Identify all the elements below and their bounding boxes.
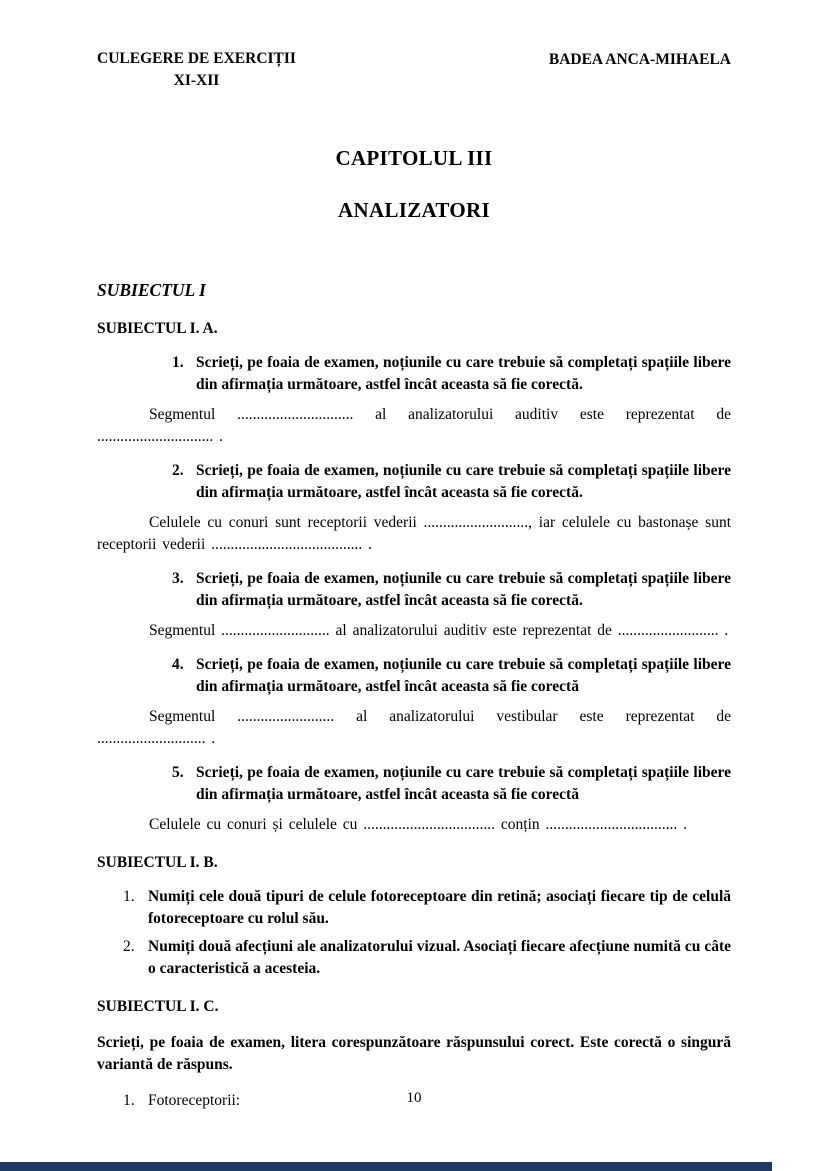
fill-in-sentence-4: Segmentul ......................... al analizatorului vestibular este reprezentat de ............................ . xyxy=(97,708,731,748)
item-instruction: Scrieți, pe foaia de examen, noțiunile cu care trebuie să completați spațiile libere din afirmația următoare, astfel încât aceasta să fie corectă xyxy=(196,764,731,804)
b-item-2 xyxy=(123,936,731,980)
fill-in-sentence-3: Segmentul ............................ al analizatorului auditiv este reprezentat de .......................... . xyxy=(149,622,729,640)
header-left xyxy=(97,48,296,92)
exercise-item-2 xyxy=(172,460,731,504)
item-instruction: Scrieți, pe foaia de examen, noțiunile cu care trebuie să completați spațiile libere din afirmația următoare, astfel încât aceasta să fie corectă xyxy=(196,656,731,696)
item-instruction: Scrieți, pe foaia de examen, noțiunile cu care trebuie să completați spațiile libere din afirmația următoare, astfel încât aceasta să fie corectă. xyxy=(196,462,731,502)
item-number: 5. xyxy=(172,764,184,782)
header-left-line2: XI-XII xyxy=(173,72,220,89)
b-item-1 xyxy=(123,886,731,930)
page-number: 10 xyxy=(406,1089,422,1106)
subiectul-c-intro: Scrieți, pe foaia de examen, litera corespunzătoare răspunsului corect. Este corectă o singură variantă de răspuns. xyxy=(97,1034,731,1074)
item-number: 1. xyxy=(123,1092,135,1110)
item-instruction: Scrieți, pe foaia de examen, noțiunile cu care trebuie să completați spațiile libere din afirmația următoare, astfel încât aceasta să fie corectă. xyxy=(196,570,731,610)
item-number: 1. xyxy=(123,888,135,906)
item-number: 2. xyxy=(123,938,135,956)
fill-in-sentence-5: Celulele cu conuri și celulele cu .................................. conțin .................................. . xyxy=(149,816,688,834)
item-number: 3. xyxy=(172,570,184,588)
item-number: 4. xyxy=(172,656,184,674)
heading-subiectul-i-a: SUBIECTUL I. A. xyxy=(97,320,218,338)
item-number: 2. xyxy=(172,462,184,480)
item-text: Numiți două afecțiuni ale analizatorului vizual. Asociați fiecare afecțiune numită cu câte o caracteristică a acesteia. xyxy=(148,938,731,978)
chapter-title: CAPITOLUL III xyxy=(335,146,493,170)
header-left-line1: CULEGERE DE EXERCIȚII xyxy=(97,50,296,67)
page-header xyxy=(97,48,731,92)
exercise-item-4 xyxy=(172,654,731,698)
subiectul-b-list xyxy=(97,886,731,980)
heading-subiectul-i-b: SUBIECTUL I. B. xyxy=(97,854,218,872)
item-text: Fotoreceptorii: xyxy=(148,1092,241,1110)
chapter-subtitle: ANALIZATORI xyxy=(338,197,490,222)
heading-subiectul-i-c: SUBIECTUL I. C. xyxy=(97,998,219,1016)
heading-subiectul-i: SUBIECTUL I xyxy=(97,279,206,300)
bottom-bar xyxy=(0,1162,772,1171)
item-number: 1. xyxy=(172,354,184,372)
fill-in-sentence-1: Segmentul .............................. al analizatorului auditiv este reprezentat de .............................. . xyxy=(97,406,731,446)
header-right: BADEA ANCA-MIHAELA xyxy=(548,51,731,68)
exercise-item-5 xyxy=(172,762,731,806)
exercise-item-1 xyxy=(172,352,731,396)
item-text: Numiți cele două tipuri de celule fotoreceptoare din retină; asociați fiecare tip de celulă fotoreceptoare cu rolul său. xyxy=(148,888,731,928)
exercise-item-3 xyxy=(172,568,731,612)
item-instruction: Scrieți, pe foaia de examen, noțiunile cu care trebuie să completați spațiile libere din afirmația următoare, astfel încât aceasta să fie corectă. xyxy=(196,354,731,394)
fill-in-sentence-2: Celulele cu conuri sunt receptorii vederii ..........................., iar celulele cu bastonașe sunt receptorii vederii ....................................... . xyxy=(97,514,731,554)
